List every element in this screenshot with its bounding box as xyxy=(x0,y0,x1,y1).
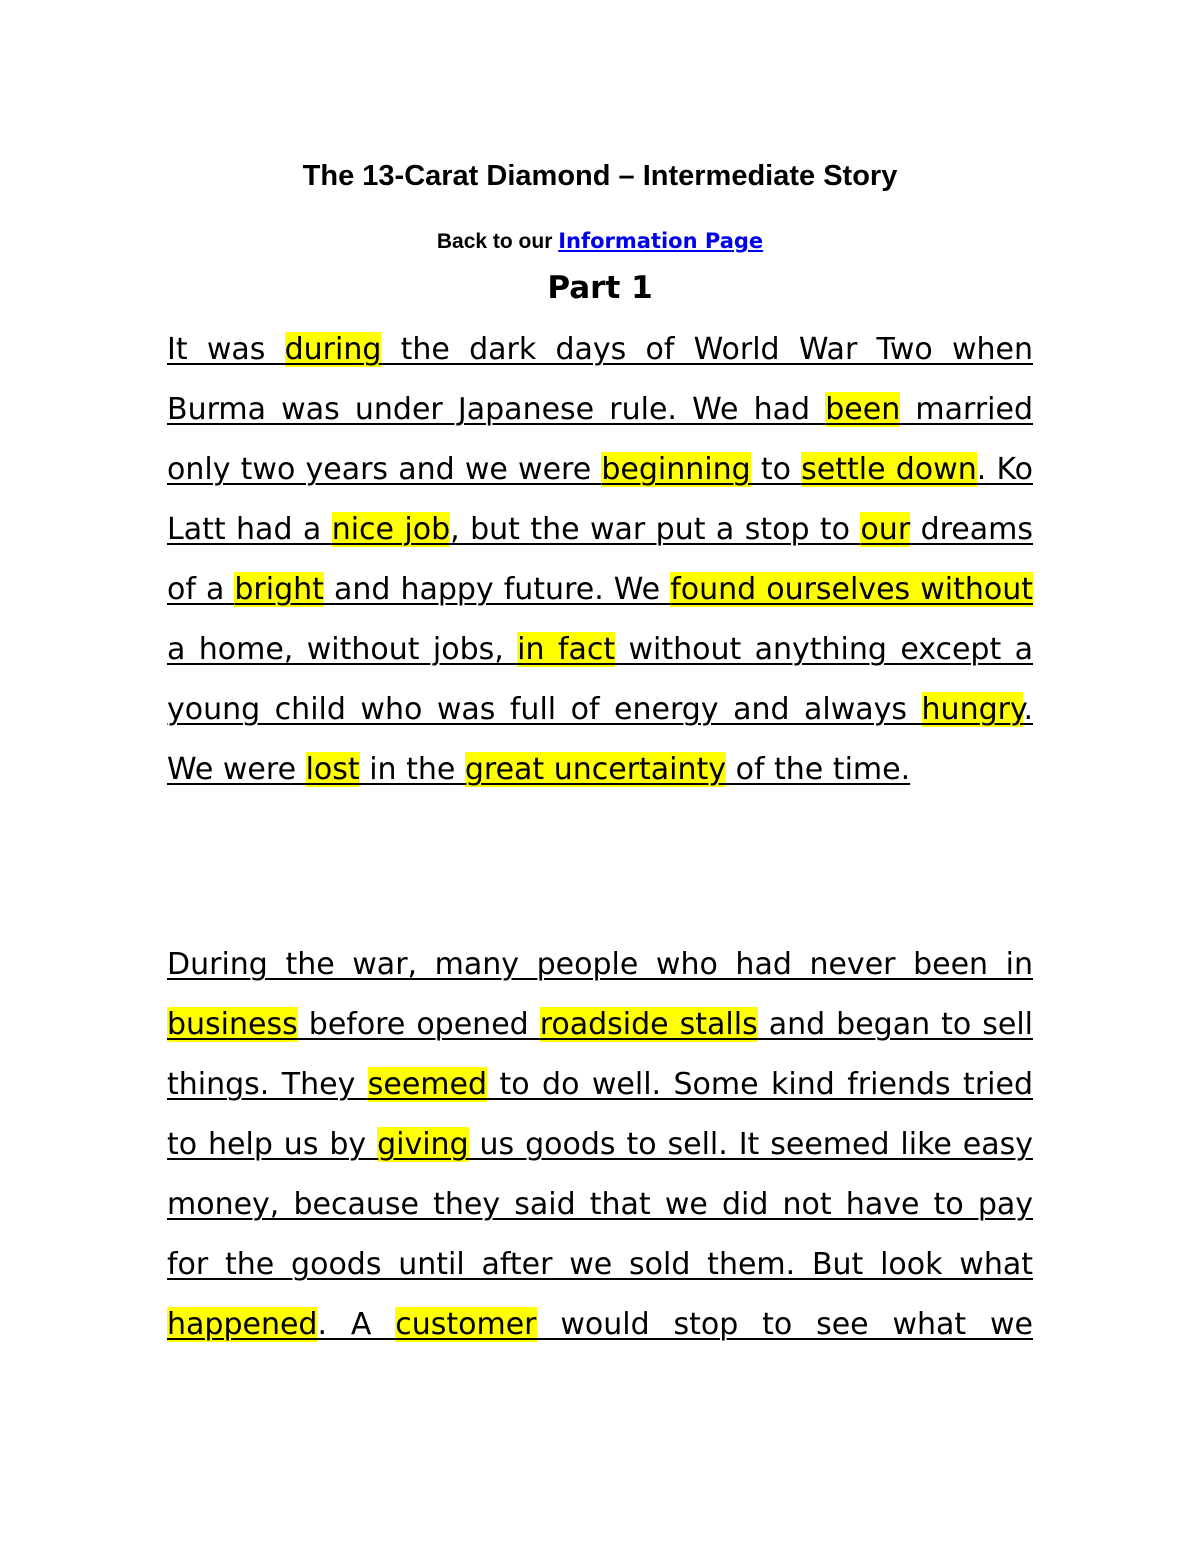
highlighted-vocabulary: great uncertainty xyxy=(464,752,727,787)
story-text: would stop to see what we xyxy=(536,1307,1033,1342)
highlighted-vocabulary: settle down xyxy=(801,452,977,487)
story-text: and happy future. We xyxy=(323,572,671,607)
highlighted-vocabulary: beginning xyxy=(601,452,751,487)
back-prefix-text: Back to our xyxy=(436,230,559,253)
story-paragraph-1 xyxy=(167,320,1033,800)
story-text: us goods to sell. It seemed like easy money, because they said that we did not have to pay for the goods until after we sold them. But look what xyxy=(167,1127,1033,1282)
story-text: , but the war put a stop to xyxy=(450,512,861,547)
story-text: without anything except a young child who was full of energy and always xyxy=(167,632,1033,727)
highlighted-vocabulary: seemed xyxy=(367,1067,488,1102)
highlighted-vocabulary: lost xyxy=(305,752,360,787)
highlighted-vocabulary: hungry xyxy=(921,692,1024,727)
highlighted-vocabulary: giving xyxy=(377,1127,469,1162)
story-text: . Ko Latt had a xyxy=(167,452,1033,547)
highlighted-vocabulary: bright xyxy=(234,572,324,607)
story-text: a home, without jobs, xyxy=(167,632,518,667)
highlighted-vocabulary: roadside stalls xyxy=(539,1007,758,1042)
part-heading: Part 1 xyxy=(547,270,653,306)
highlighted-vocabulary: business xyxy=(167,1007,298,1042)
story-text: married only two years and we were xyxy=(167,392,1033,487)
story-title: The 13-Carat Diamond – Intermediate Story xyxy=(302,160,898,192)
story-text: to do well. Some kind friends tried to help us by xyxy=(167,1067,1033,1162)
story-text: . A xyxy=(317,1307,396,1342)
story-text: dreams of a xyxy=(167,512,1033,607)
highlighted-vocabulary: nice job xyxy=(331,512,451,547)
information-page-link[interactable]: Information Page xyxy=(558,229,764,253)
highlighted-vocabulary: in fact xyxy=(517,632,616,667)
story-text: It was xyxy=(167,332,285,367)
story-text: . We were xyxy=(167,692,1033,787)
highlighted-vocabulary: found ourselves without xyxy=(670,572,1033,607)
back-navigation xyxy=(167,225,1033,258)
highlighted-vocabulary: our xyxy=(860,512,911,547)
story-text: to xyxy=(750,452,802,487)
story-text: in the xyxy=(359,752,465,787)
highlighted-vocabulary: during xyxy=(284,332,382,367)
story-paragraph-2 xyxy=(167,935,1033,1355)
highlighted-vocabulary: happened xyxy=(167,1307,318,1342)
highlighted-vocabulary: customer xyxy=(395,1307,537,1342)
story-text: During the war, many people who had never been in xyxy=(167,947,1033,982)
story-text: before opened xyxy=(297,1007,540,1042)
story-text: of the time. xyxy=(726,752,911,787)
highlighted-vocabulary: been xyxy=(825,392,901,427)
story-text: and began to sell things. They xyxy=(167,1007,1033,1102)
story-text: the dark days of World War Two when Burma was under Japanese rule. We had xyxy=(167,332,1033,427)
